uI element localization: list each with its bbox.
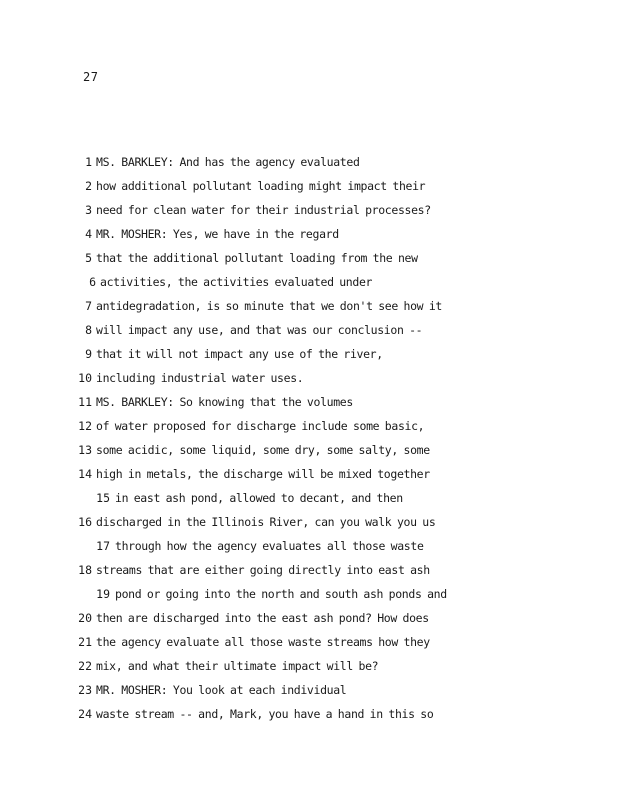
transcript-line [0,704,618,728]
line-number: 17 [96,539,110,553]
line-text: then are discharged into the east ash pond? How does [96,611,429,625]
transcript-line [0,248,618,272]
line-number: 24 [78,707,92,721]
line-text: MS. BARKLEY: So knowing that the volumes [96,395,353,409]
transcript-line [0,656,618,680]
transcript-line [0,224,618,248]
line-number: 10 [78,371,92,385]
line-text: pond or going into the north and south ash ponds and [115,587,447,601]
line-text: in east ash pond, allowed to decant, and then [115,491,403,505]
line-number: 7 [85,299,92,313]
line-text: the agency evaluate all those waste streams how they [96,635,430,649]
transcript-line [0,584,618,608]
transcript-line [0,176,618,200]
line-text: discharged in the Illinois River, can you walk you us [96,515,436,529]
line-number: 12 [78,419,92,433]
transcript-line [0,152,618,176]
transcript-line [0,488,618,512]
line-text: antidegradation, is so minute that we don't see how it [96,299,442,313]
line-number: 6 [89,275,96,289]
line-number: 19 [96,587,110,601]
line-text: high in metals, the discharge will be mixed together [96,467,430,481]
line-number: 16 [78,515,92,529]
transcript-line [0,608,618,632]
page-number: 27 [83,70,99,84]
transcript-line [0,632,618,656]
line-number: 1 [85,155,92,169]
transcript-line [0,368,618,392]
line-text: including industrial water uses. [96,371,304,385]
line-text: streams that are either going directly into east ash [96,563,430,577]
line-text: through how the agency evaluates all those waste [115,539,424,553]
line-text: of water proposed for discharge include some basic, [96,419,425,433]
line-number: 18 [78,563,92,577]
transcript-line [0,392,618,416]
line-number: 11 [78,395,92,409]
line-number: 14 [78,467,92,481]
line-text: MR. MOSHER: Yes, we have in the regard [96,227,339,241]
line-number: 15 [96,491,110,505]
line-number: 22 [78,659,92,673]
line-number: 21 [78,635,92,649]
line-text: MS. BARKLEY: And has the agency evaluated [96,155,360,169]
transcript-line [0,560,618,584]
line-text: that it will not impact any use of the river, [96,347,383,361]
transcript-line [0,512,618,536]
transcript-line [0,416,618,440]
line-text: need for clean water for their industrial processes? [96,203,431,217]
line-number: 4 [85,227,92,241]
line-text: mix, and what their ultimate impact will be? [96,659,379,673]
line-number: 13 [78,443,92,457]
line-text: waste stream -- and, Mark, you have a hand in this so [96,707,434,721]
line-text: how additional pollutant loading might impact their [96,179,426,193]
line-text: some acidic, some liquid, some dry, some salty, some [96,443,430,457]
line-number: 3 [85,203,92,217]
transcript-line [0,200,618,224]
transcript-line [0,296,618,320]
transcript-line [0,680,618,704]
line-text: that the additional pollutant loading from the new [96,251,418,265]
line-text: will impact any use, and that was our conclusion -- [96,323,423,337]
transcript-line [0,320,618,344]
line-text: MR. MOSHER: You look at each individual [96,683,347,697]
transcript-line [0,344,618,368]
line-text: activities, the activities evaluated under [100,275,373,289]
transcript-line [0,464,618,488]
line-number: 2 [85,179,92,193]
line-number: 20 [78,611,92,625]
line-number: 9 [85,347,92,361]
transcript-line [0,440,618,464]
transcript-body [0,152,618,728]
line-number: 23 [78,683,92,697]
transcript-line [0,272,618,296]
line-number: 8 [85,323,92,337]
transcript-line [0,536,618,560]
line-number: 5 [85,251,92,265]
